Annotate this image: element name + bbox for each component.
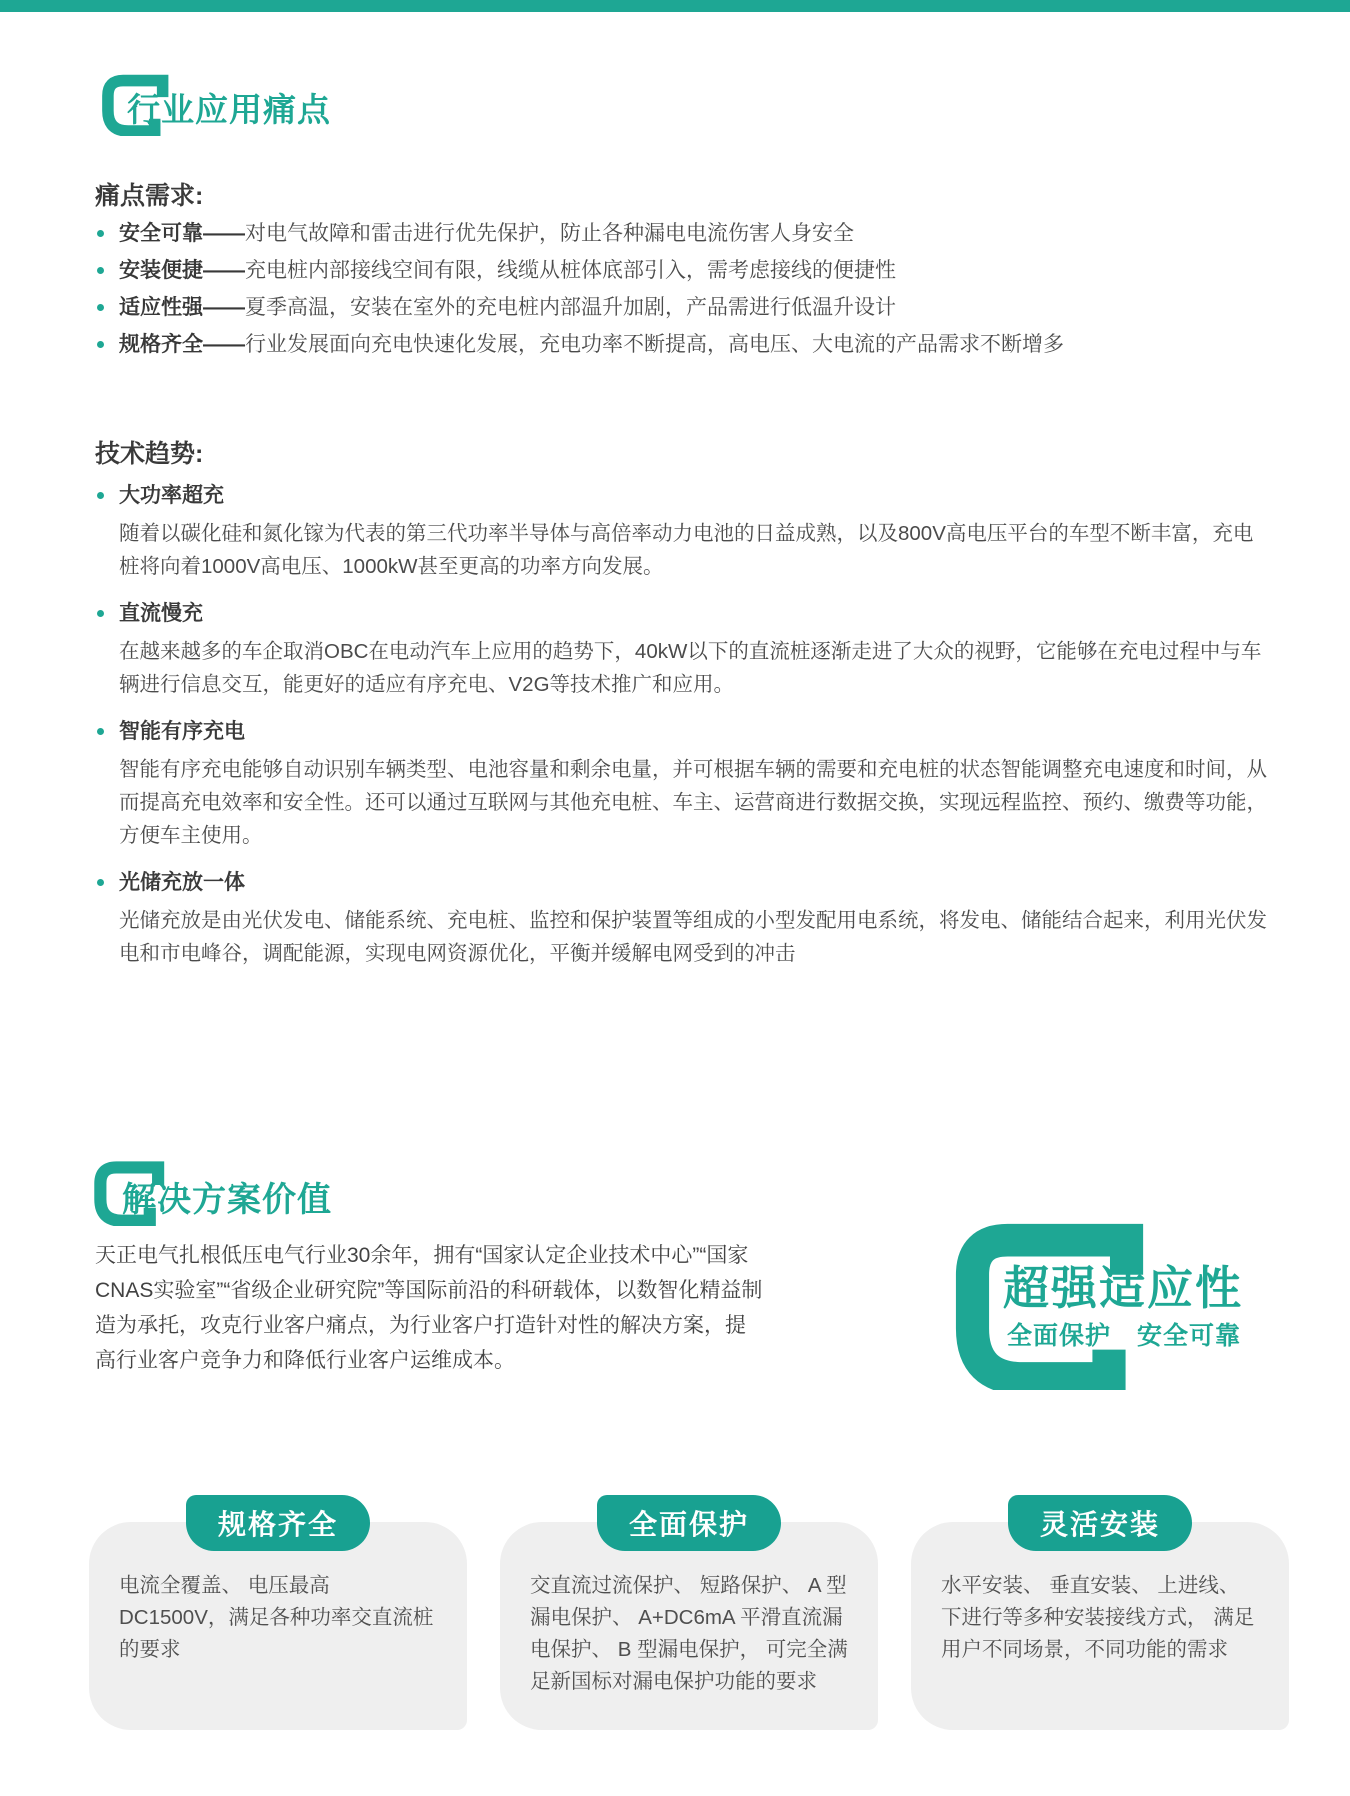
bullet-dot-icon	[97, 492, 104, 499]
card-title-pill: 规格齐全	[186, 1495, 370, 1551]
bullet-dot-icon	[97, 230, 104, 237]
bullet-dot-icon	[97, 341, 104, 348]
adaptability-badge-subtitle: 全面保护 安全可靠	[1007, 1322, 1242, 1350]
list-item	[95, 222, 1064, 245]
card-text: 水平安装、 垂直安装、 上进线、 下进行等多种安装接线方式， 满足用户不同场景，不同功能的需求	[941, 1574, 1255, 1661]
bullet-dot-icon	[97, 728, 104, 735]
pain-text: 夏季高温，安装在室外的充电桩内部温升加剧，产品需进行低温升设计	[245, 296, 896, 319]
pain-label: 规格齐全——	[119, 333, 245, 356]
trend-label: 智能有序充电	[95, 720, 1270, 744]
trend-label: 大功率超充	[95, 484, 1270, 508]
pain-label: 安全可靠——	[119, 222, 245, 245]
trend-label: 直流慢充	[95, 602, 1270, 626]
pain-label: 适应性强——	[119, 296, 245, 319]
pain-label: 安装便捷——	[119, 259, 245, 282]
card-title-pill: 灵活安装	[1008, 1495, 1192, 1551]
pain-text: 行业发展面向充电快速化发展，充电功率不断提高，高电压、大电流的产品需求不断增多	[245, 333, 1064, 356]
trend-item	[95, 871, 1270, 970]
trend-text: 随着以碳化硅和氮化镓为代表的第三代功率半导体与高倍率动力电池的日益成熟，以及800V高电压平台的车型不断丰富，充电桩将向着1000V高电压、1000kW甚至更高的功率方向发展。	[119, 522, 1254, 578]
trend-text: 智能有序充电能够自动识别车辆类型、电池容量和剩余电量，并可根据车辆的需要和充电桩的状态智能调整充电速度和时间，从而提高充电效率和安全性。还可以通过互联网与其他充电桩、车主、运营商进行数据交换，实现远程监控、预约、缴费等功能，方便车主使用。	[119, 758, 1267, 847]
list-item	[95, 296, 1064, 319]
section-title-solution-value: 解决方案价值	[122, 1181, 332, 1219]
feature-card-installation	[911, 1495, 1289, 1730]
card-title-pill: 全面保护	[597, 1495, 781, 1551]
trend-text: 在越来越多的车企取消OBC在电动汽车上应用的趋势下，40kW以下的直流桩逐渐走进了大众的视野，它能够在充电过程中与车辆进行信息交互，能更好的适应有序充电、V2G等技术推广和应用。	[119, 640, 1262, 696]
top-accent-bar	[0, 0, 1350, 12]
card-text: 电流全覆盖、 电压最高 DC1500V，满足各种功率交直流桩的要求	[119, 1574, 434, 1661]
tech-trend-heading: 技术趋势:	[95, 440, 204, 468]
bullet-dot-icon	[97, 879, 104, 886]
trend-item	[95, 602, 1270, 701]
bullet-dot-icon	[97, 304, 104, 311]
trend-item	[95, 720, 1270, 852]
card-text: 交直流过流保护、 短路保护、 A 型漏电保护、 A+DC6mA 平滑直流漏电保护、 B 型漏电保护， 可完全满足新国标对漏电保护功能的要求	[530, 1574, 848, 1693]
bullet-dot-icon	[97, 610, 104, 617]
trend-list	[95, 484, 1270, 989]
pain-text: 对电气故障和雷击进行优先保护，防止各种漏电电流伤害人身安全	[245, 222, 854, 245]
section-title-pain-points: 行业应用痛点	[127, 91, 331, 128]
adaptability-badge-title: 超强适应性	[1003, 1262, 1243, 1314]
pain-text: 充电桩内部接线空间有限，线缆从桩体底部引入，需考虑接线的便捷性	[245, 259, 896, 282]
feature-card-protection	[500, 1495, 878, 1730]
pain-point-list	[95, 222, 1064, 370]
trend-item	[95, 484, 1270, 583]
feature-card-specs	[89, 1495, 467, 1730]
pain-demand-heading: 痛点需求:	[95, 182, 204, 210]
solution-intro-paragraph: 天正电气扎根低压电气行业30余年，拥有“国家认定企业技术中心”“国家CNAS实验室”“省级企业研究院”等国际前沿的科研载体，以数智化精益制造为承托，攻克行业客户痛点，为行业客户打造针对性的解决方案，提高行业客户竞争力和降低行业客户运维成本。	[95, 1244, 763, 1372]
trend-text: 光储充放是由光伏发电、储能系统、充电桩、监控和保护装置等组成的小型发配用电系统，将发电、储能结合起来，利用光伏发电和市电峰谷，调配能源，实现电网资源优化，平衡并缓解电网受到的冲击	[119, 909, 1267, 965]
trend-label: 光储充放一体	[95, 871, 1270, 895]
list-item	[95, 259, 1064, 282]
list-item	[95, 333, 1064, 356]
bullet-dot-icon	[97, 267, 104, 274]
